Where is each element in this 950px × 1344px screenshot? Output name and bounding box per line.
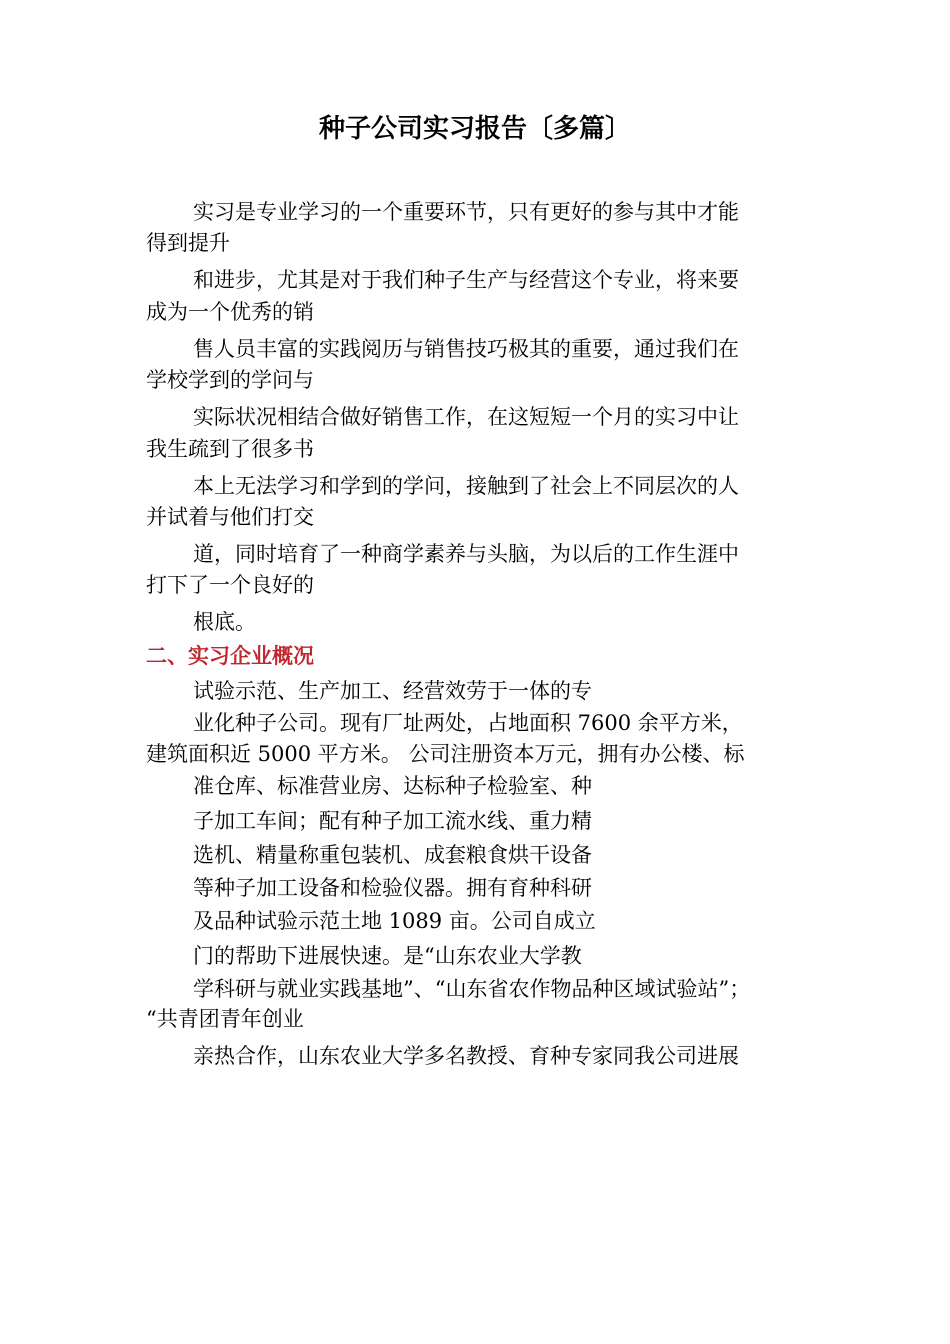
paragraph-line: 并试着与他们打交 [146, 505, 314, 529]
paragraph-line: 售人员丰富的实践阅历与销售技巧极其的重要，通过我们在 [193, 337, 739, 361]
paragraph-line: 等种子加工设备和检验仪器。拥有育种科研 [193, 876, 592, 900]
paragraph-line: 打下了一个良好的 [146, 573, 314, 597]
paragraph-line: 准仓库、标准营业房、达标种子检验室、种 [193, 774, 592, 798]
paragraph-line: 我生疏到了很多书 [146, 437, 314, 461]
paragraph-line: 子加工车间；配有种子加工流水线、重力精 [193, 809, 592, 833]
paragraph-line: 实际状况相结合做好销售工作，在这短短一个月的实习中让 [193, 405, 739, 429]
paragraph-line: “共青团青年创业 [146, 1007, 304, 1031]
paragraph-line: 选机、精量称重包装机、成套粮食烘干设备 [193, 843, 592, 867]
paragraph-line: 试验示范、生产加工、经营效劳于一体的专 [193, 679, 592, 703]
paragraph-line: 门的帮助下进展快速。是“山东农业大学教 [193, 944, 582, 968]
paragraph-line: 道，同时培育了一种商学素养与头脑，为以后的工作生涯中 [193, 542, 739, 566]
paragraph-line: 建筑面积近 5000 平方米。 公司注册资本万元，拥有办公楼、标 [146, 742, 745, 766]
paragraph-line: 学科研与就业实践基地”、“山东省农作物品种区域试验站”； [193, 977, 751, 1001]
paragraph-line: 业化种子公司。现有厂址两处，占地面积 7600 余平方米， [193, 711, 743, 735]
paragraph-line: 和进步，尤其是对于我们种子生产与经营这个专业，将来要 [193, 268, 739, 292]
section-heading: 二、实习企业概况 [146, 644, 314, 668]
paragraph-line: 本上无法学习和学到的学问，接触到了社会上不同层次的人 [193, 474, 739, 498]
document-title: 种子公司实习报告〔多篇〕 [318, 114, 631, 144]
paragraph-line: 及品种试验示范土地 1089 亩。公司自成立 [193, 909, 596, 933]
paragraph-line: 实习是专业学习的一个重要环节，只有更好的参与其中才能 [193, 200, 739, 224]
paragraph-line: 成为一个优秀的销 [146, 300, 314, 324]
paragraph-line: 亲热合作，山东农业大学多名教授、育种专家同我公司进展 [193, 1044, 739, 1068]
paragraph-line: 根底。 [193, 610, 256, 634]
paragraph-line: 学校学到的学问与 [146, 368, 314, 392]
paragraph-line: 得到提升 [146, 231, 230, 255]
